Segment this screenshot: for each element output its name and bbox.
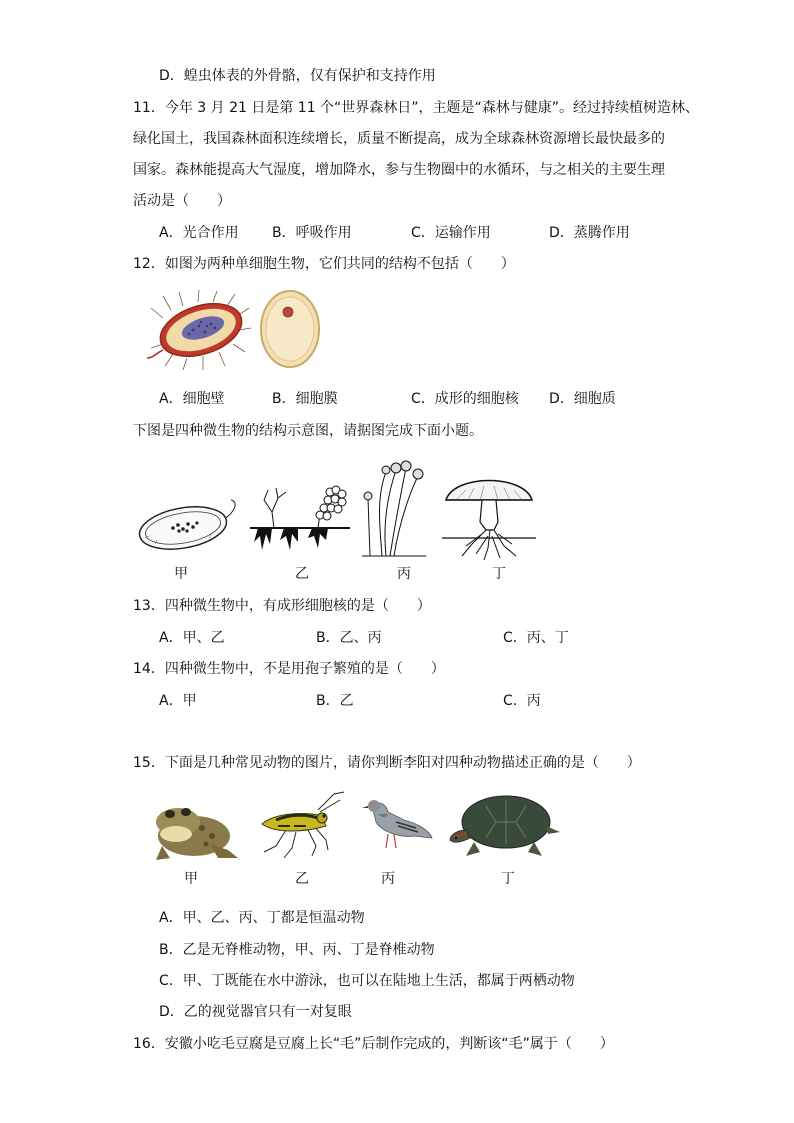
animal-label-yi: 乙 (295, 871, 309, 887)
q13-option-c: C．丙、丁 (503, 630, 569, 646)
microbe-label-yi: 乙 (295, 566, 309, 582)
q11-stem-line3: 国家。森林能提高大气湿度，增加降水，参与生物圈中的水循环，与之相关的主要生理 (133, 162, 665, 178)
q14-option-b: B．乙 (316, 693, 354, 709)
q12-option-a: A．细胞壁 (159, 391, 225, 407)
q11-stem-line4: 活动是（ ） (133, 193, 231, 209)
q15-option-b: B．乙是无脊椎动物，甲、丙、丁是脊椎动物 (159, 942, 435, 958)
frog-figure (148, 800, 242, 864)
q11-stem-line1: 11．今年 3 月 21 日是第 11 个“世界森林日”，主题是“森林与健康”。经过持续植树造林、 (133, 100, 700, 116)
microbe-label-ding: 丁 (492, 566, 506, 582)
microbe-label-bing: 丙 (397, 566, 411, 582)
q15-option-d: D．乙的视觉器官只有一对复眼 (159, 1004, 352, 1020)
q16-stem: 16．安徽小吃毛豆腐是豆腐上长“毛”后制作完成的，判断该“毛”属于（ ） (133, 1036, 614, 1052)
q12-option-c: C．成形的细胞核 (411, 391, 519, 407)
turtle-figure (446, 786, 564, 866)
microbe-mushroom-figure (442, 466, 536, 562)
animal-label-jia: 甲 (184, 871, 198, 887)
q14-option-a: A．甲 (159, 693, 197, 709)
q12-stem: 12．如图为两种单细胞生物，它们共同的结构不包括（ ） (133, 256, 515, 272)
q13-option-a: A．甲、乙 (159, 630, 225, 646)
group-intro: 下图是四种微生物的结构示意图，请据图完成下面小题。 (133, 423, 483, 439)
microbe-penicillium-figure (362, 458, 426, 558)
q11-stem-line2: 绿化国土，我国森林面积连续增长，质量不断提高，成为全球森林资源增长最快最多的 (133, 131, 665, 147)
q15-option-c: C．甲、丁既能在水中游泳，也可以在陆地上生活，都属于两栖动物 (159, 973, 575, 989)
microbe-mold-figure (248, 478, 352, 558)
animal-label-ding: 丁 (501, 871, 515, 887)
bacterium-cell-figure (143, 288, 253, 372)
q14-stem: 14．四种微生物中，不是用孢子繁殖的是（ ） (133, 661, 445, 677)
q11-option-c: C．运输作用 (411, 225, 491, 241)
animal-label-bing: 丙 (381, 871, 395, 887)
q12-option-b: B．细胞膜 (272, 391, 338, 407)
microbe-bacterium-figure (135, 498, 243, 556)
q13-stem: 13．四种微生物中，有成形细胞核的是（ ） (133, 598, 431, 614)
q12-option-d: D．细胞质 (549, 391, 616, 407)
q11-option-b: B．呼吸作用 (272, 225, 352, 241)
q15-stem: 15．下面是几种常见动物的图片，请你判断李阳对四种动物描述正确的是（ ） (133, 755, 641, 771)
q15-option-a: A．甲、乙、丙、丁都是恒温动物 (159, 910, 365, 926)
q10-option-d: D．蝗虫体表的外骨骼，仅有保护和支持作用 (159, 68, 436, 84)
microbe-label-jia: 甲 (174, 566, 188, 582)
pigeon-figure (360, 792, 434, 858)
q13-option-b: B．乙、丙 (316, 630, 382, 646)
q11-option-a: A．光合作用 (159, 225, 239, 241)
q14-option-c: C．丙 (503, 693, 541, 709)
grasshopper-figure (256, 790, 348, 860)
yeast-cell-figure (258, 288, 322, 370)
q11-option-d: D．蒸腾作用 (549, 225, 630, 241)
